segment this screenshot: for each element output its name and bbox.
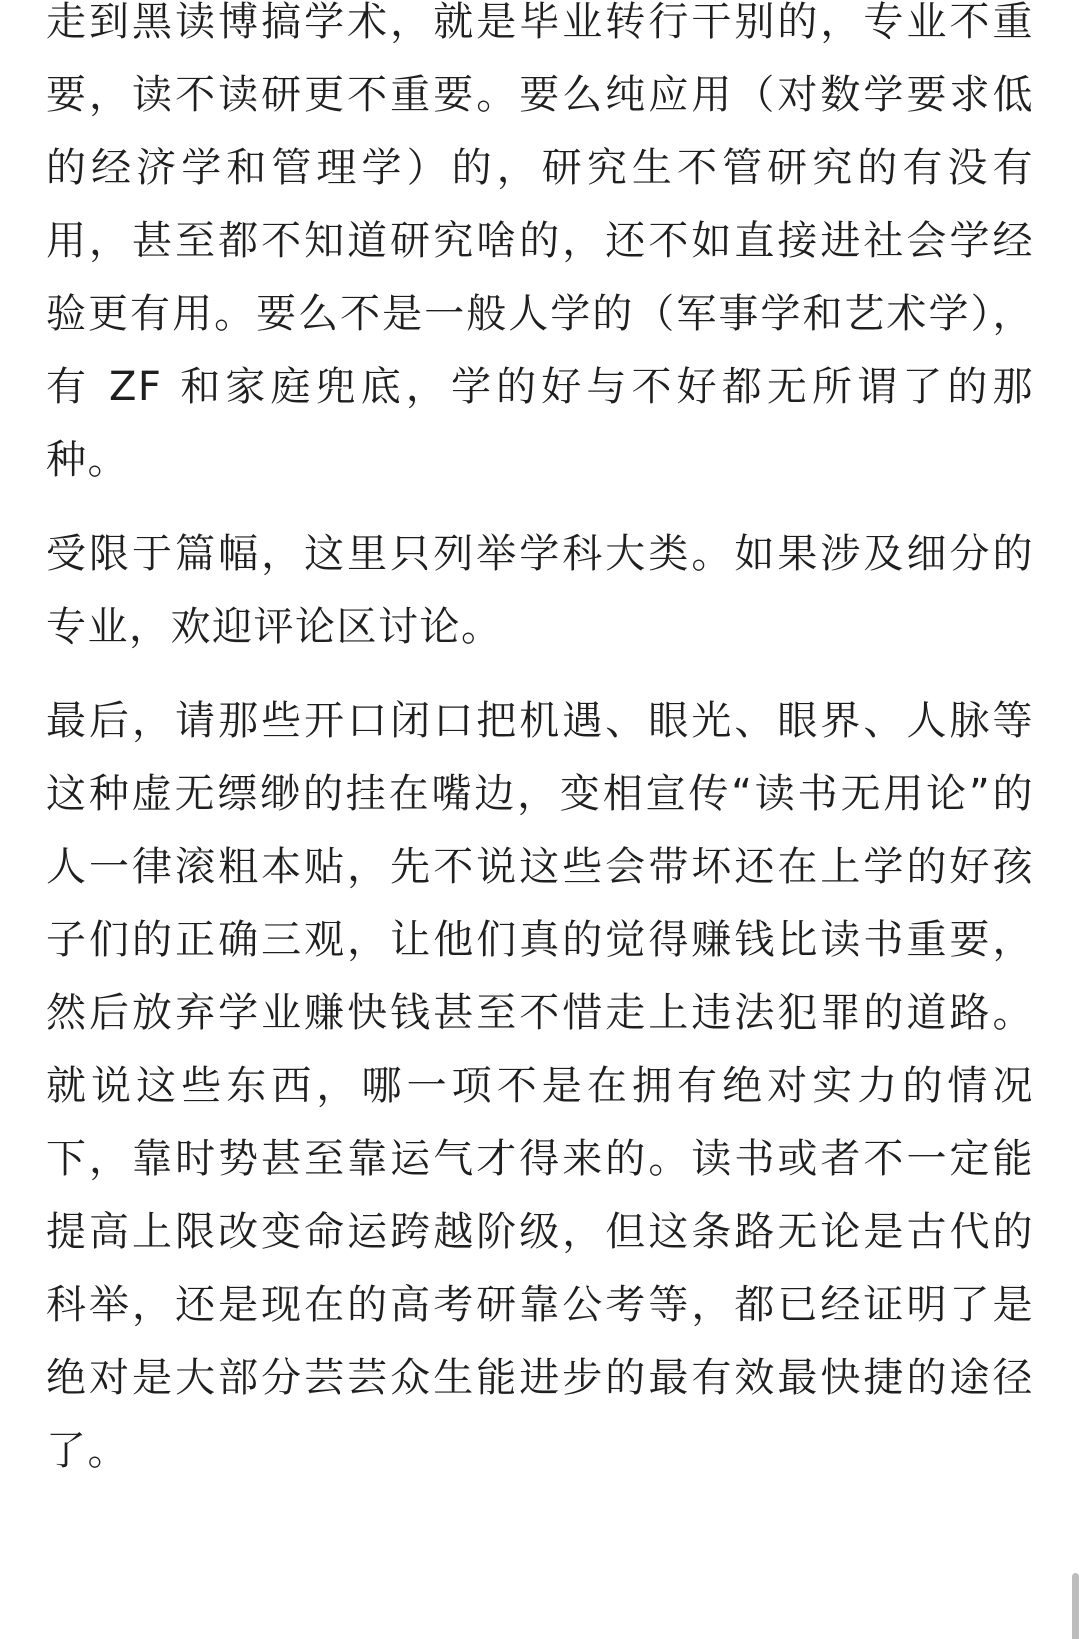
paragraph-2: 受限于篇幅，这里只列举学科大类。如果涉及细分的专业，欢迎评论区讨论。 xyxy=(46,531,1034,650)
paragraph-3: 最后，请那些开口闭口把机遇、眼光、眼界、人脉等这种虚无缥缈的挂在嘴边，变相宣传“读书无用论”的人一律滚粗本贴，先不说这些会带坏还在上学的好孩子们的正确三观，让他们真的觉得赚钱比读书重要，然后放弃学业赚快钱甚至不惜走上违法犯罪的道路。就说这些东西，哪一项不是在拥有绝对实力的情况下，靠时势甚至靠运气才得来的。读书或者不一定能提高上限改变命运跨越阶级，但这条路无论是古代的科举，还是现在的高考研靠公考等，都已经证明了是绝对是大部分芸芸众生能进步的最有效最快捷的途径了。 xyxy=(46,698,1034,1474)
article-body xyxy=(46,0,1034,1509)
scrollbar-thumb[interactable] xyxy=(1072,1573,1079,1639)
paragraph-1: 走到黑读博搞学术，就是毕业转行干别的，专业不重要，读不读研更不重要。要么纯应用（对数学要求低的经济学和管理学）的，研究生不管研究的有没有用，甚至都不知道研究啥的，还不如直接进社会学经验更有用。要么不是一般人学的（军事学和艺术学），有 ZF 和家庭兜底，学的好与不好都无所谓了的那种。 xyxy=(46,0,1034,483)
